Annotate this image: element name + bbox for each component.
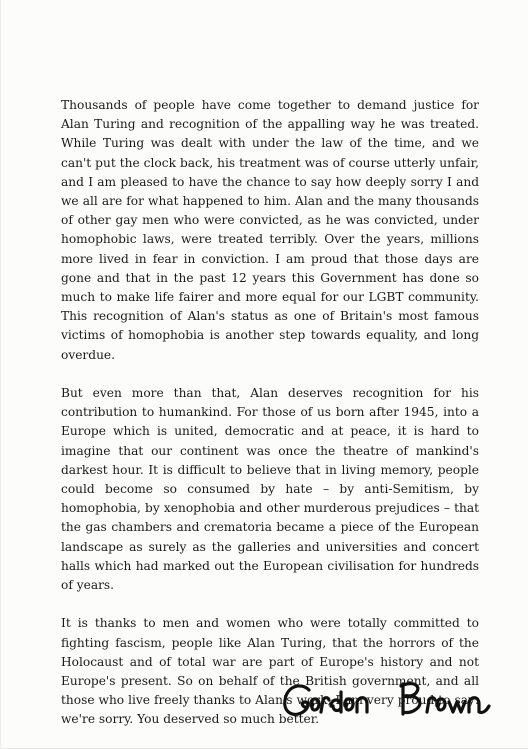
paragraph-3: It is thanks to men and women who were totally committed to fighting fascism, people like Alan Turing, that the horrors of the Holocaust and of total war are part of Europe's history and not Europe's present. So on behalf of the British government, and all those who live freely thanks to Alan's work, I am very proud to say: we're sorry. You deserved so much better. [61,616,479,727]
letter-body [61,96,479,749]
handwritten-signature [279,676,501,726]
paragraph-2: But even more than that, Alan deserves recognition for his contribution to humankind. For those of us born after 1945, into a Europe which is united, democratic and at peace, it is hard to imagine that our continent was once the theatre of mankind's darkest hour. It is difficult to believe that in living memory, people could become so consumed by hate – by anti-Semitism, by homophobia, by xenophobia and other murderous prejudices – that the gas chambers and crematoria became a piece of the European landscape as surely as the galleries and universities and concert halls which had marked out the European civilisation for hundreds of years. [61,386,479,593]
paragraph-1: Thousands of people have come together to demand justice for Alan Turing and recognition of the appalling way he was treated. While Turing was dealt with under the law of the time, and we can't put the clock back, his treatment was of course utterly unfair, and I am pleased to have the chance to say how deeply sorry I and we all are for what happened to him. Alan and the many thousands of other gay men who were convicted, as he was convicted, under homophobic laws, were treated terribly. Over the years, millions more lived in fear in conviction. I am proud that those days are gone and that in the past 12 years this Government has done so much to make life fairer and more equal for our LGBT community. This recognition of Alan's status as one of Britain's most famous victims of homophobia is another step towards equality, and long overdue. [61,98,479,362]
